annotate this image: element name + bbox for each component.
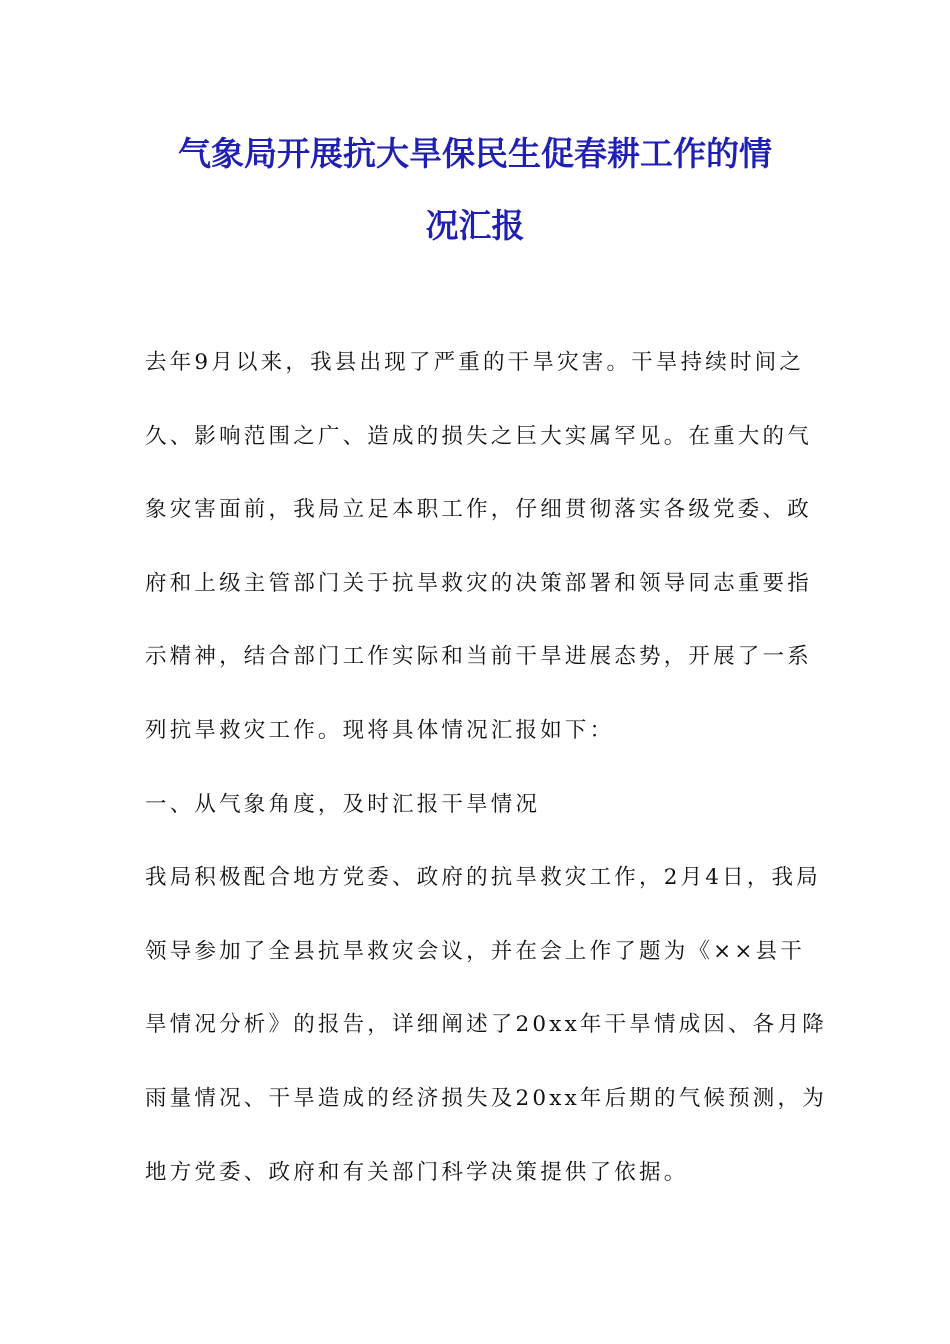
document-title [120,118,830,262]
body-line: 列抗旱救灾工作。现将具体情况汇报如下： [145,717,615,743]
body-line: 示精神，结合部门工作实际和当前干旱进展态势，开展了一系 [145,644,812,670]
body-line: 象灾害面前，我局立足本职工作，仔细贯彻落实各级党委、政 [145,497,812,523]
title-line-2: 况汇报 [425,206,525,245]
body-line: 我局积极配合地方党委、政府的抗旱救灾工作，2月4日，我局 [145,865,821,891]
section-heading: 一、从气象角度，及时汇报干旱情况 [145,791,541,817]
document-body [145,326,827,1209]
body-line: 雨量情况、干旱造成的经济损失及20xx年后期的气候预测，为 [145,1085,827,1111]
body-line: 久、影响范围之广、造成的损失之巨大实属罕见。在重大的气 [145,423,812,449]
body-line: 领导参加了全县抗旱救灾会议，并在会上作了题为《××县干 [145,938,805,964]
body-line: 旱情况分析》的报告，详细阐述了20xx年干旱情成因、各月降 [145,1012,827,1038]
body-line: 地方党委、政府和有关部门科学决策提供了依据。 [145,1159,689,1185]
body-line: 去年9月以来，我县出现了严重的干旱灾害。干旱持续时间之 [145,350,805,375]
title-line-1: 气象局开展抗大旱保民生促春耕工作的情 [178,134,772,173]
body-line: 府和上级主管部门关于抗旱救灾的决策部署和领导同志重要指 [145,570,812,596]
